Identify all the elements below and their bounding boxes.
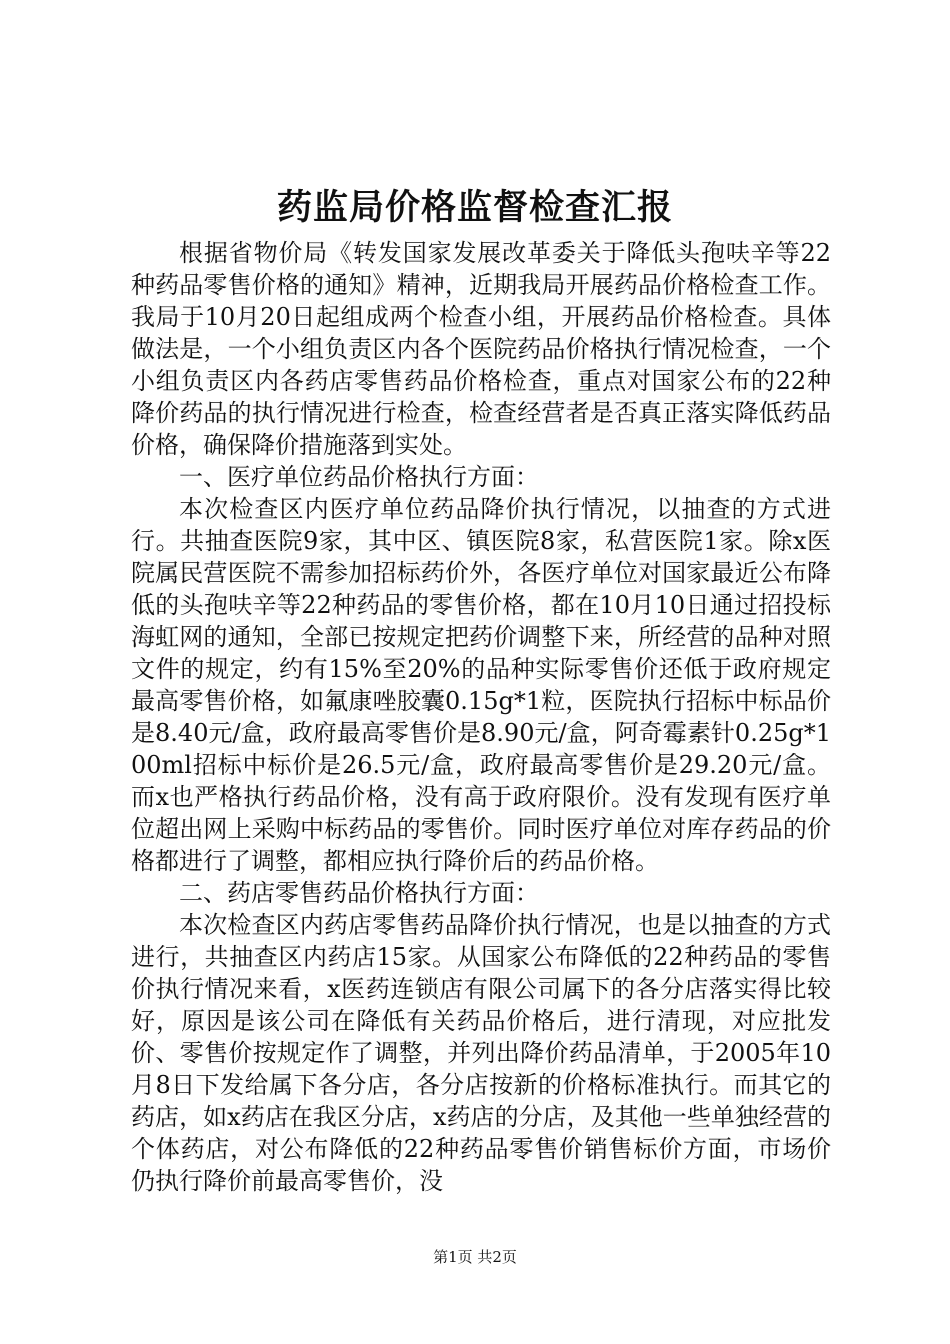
- section-heading-pharmacy: 二、药店零售药品价格执行方面：: [179, 879, 539, 907]
- section-heading-medical: 一、医疗单位药品价格执行方面：: [179, 463, 539, 491]
- page-footer: 第1页 共2页: [433, 1248, 517, 1266]
- document-body: [131, 237, 831, 1197]
- medical-section-paragraph: 本次检查区内医疗单位药品降价执行情况，以抽查的方式进行。共抽查医院9家，其中区、镇医院8家，私营医院1家。除x医院属民营医院不需参加招标药价外，各医疗单位对国家最近公布降低的头孢呋辛等22种药品的零售价格，都在10月10日通过招投标海虹网的通知，全部已按规定把药价调整下来，所经营的品种对照文件的规定，约有15%至20%的品种实际零售价还低于政府规定最高零售价格，如氟康唑胶囊0.15g*1粒，医院执行招标中标品价是8.40元/盒，政府最高零售价是8.90元/盒，阿奇霉素针0.25g*100ml招标中标价是26.5元/盒，政府最高零售价是29.20元/盒。而x也严格执行药品价格，没有高于政府限价。没有发现有医疗单位超出网上采购中标药品的零售价。同时医疗单位对库存药品的价格都进行了调整，都相应执行降价后的药品价格。: [131, 495, 831, 875]
- intro-paragraph: 根据省物价局《转发国家发展改革委关于降低头孢呋辛等22种药品零售价格的通知》精神，近期我局开展药品价格检查工作。我局于10月20日起组成两个检查小组，开展药品价格检查。具体做法是，一个小组负责区内各个医院药品价格执行情况检查，一个小组负责区内各药店零售药品价格检查，重点对国家公布的22种降价药品的执行情况进行检查，检查经营者是否真正落实降低药品价格，确保降价措施落到实处。: [131, 239, 831, 459]
- document-title: 药监局价格监督检查汇报: [276, 187, 673, 228]
- pharmacy-section-paragraph: 本次检查区内药店零售药品降价执行情况，也是以抽查的方式进行，共抽查区内药店15家。从国家公布降低的22种药品的零售价执行情况来看，x医药连锁店有限公司属下的各分店落实得比较好，原因是该公司在降低有关药品价格后，进行清现，对应批发价、零售价按规定作了调整，并列出降价药品清单，于2005年10月8日下发给属下各分店，各分店按新的价格标准执行。而其它的药店，如x药店在我区分店，x药店的分店，及其他一些单独经营的个体药店，对公布降低的22种药品零售价销售标价方面，市场价仍执行降价前最高零售价，没: [131, 911, 831, 1195]
